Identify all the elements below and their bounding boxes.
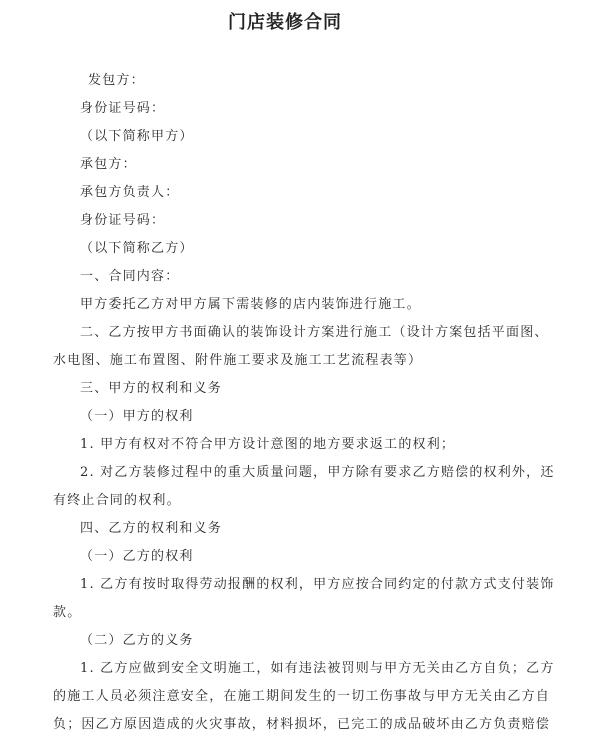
section-heading-contract-content: 一、合同内容：	[80, 269, 180, 284]
paragraph-line: 二、乙方按甲方书面确认的装饰设计方案进行施工（设计方案包括平面图、	[80, 325, 549, 340]
paragraph-line: 2. 对乙方装修过程中的重大质量问题，甲方除有要求乙方赔偿的权利外，还	[80, 465, 555, 480]
paragraph-line: 款。	[53, 605, 82, 620]
line-employer-id: 身份证号码：	[80, 101, 166, 116]
line-party-a-note: （以下简称甲方）	[80, 129, 194, 144]
line-contractor-id: 身份证号码：	[80, 213, 166, 228]
line-contractor-manager: 承包方负责人：	[80, 185, 180, 200]
paragraph-line: 有终止合同的权利。	[53, 493, 181, 508]
section-heading-party-a: 三、甲方的权利和义务	[80, 381, 223, 396]
paragraph-line: 甲方委托乙方对甲方属下需装修的店内装饰进行施工。	[80, 297, 421, 312]
subsection-heading-party-b-rights: （一）乙方的权利	[80, 549, 194, 564]
subsection-heading-party-a-rights: （一）甲方的权利	[80, 409, 194, 424]
paragraph-line: 1. 甲方有权对不符合甲方设计意图的地方要求返工的权利；	[80, 437, 456, 452]
subsection-heading-party-b-duties: （二）乙方的义务	[80, 633, 194, 648]
paragraph-line: 1. 乙方有按时取得劳动报酬的权利，甲方应按合同约定的付款方式支付装饰	[80, 577, 555, 592]
paragraph-line: 1. 乙方应做到安全文明施工，如有违法被罚则与甲方无关由乙方自负；乙方	[80, 661, 555, 676]
paragraph-line: 的施工人员必须注意安全，在施工期间发生的一切工伤事故与甲方无关由乙方自	[53, 689, 551, 704]
line-party-b-note: （以下简称乙方）	[80, 241, 194, 256]
section-heading-party-b: 四、乙方的权利和义务	[80, 521, 223, 536]
line-employer: 发包方：	[88, 73, 145, 88]
document-title: 门店装修合同	[228, 12, 342, 33]
paragraph-line: 负；因乙方原因造成的火灾事故，材料损坏，已完工的成品破坏由乙方负责赔偿	[53, 717, 551, 732]
line-contractor: 承包方：	[80, 157, 137, 172]
paragraph-line: 水电图、施工布置图、附件施工要求及施工工艺流程表等）	[53, 353, 423, 368]
